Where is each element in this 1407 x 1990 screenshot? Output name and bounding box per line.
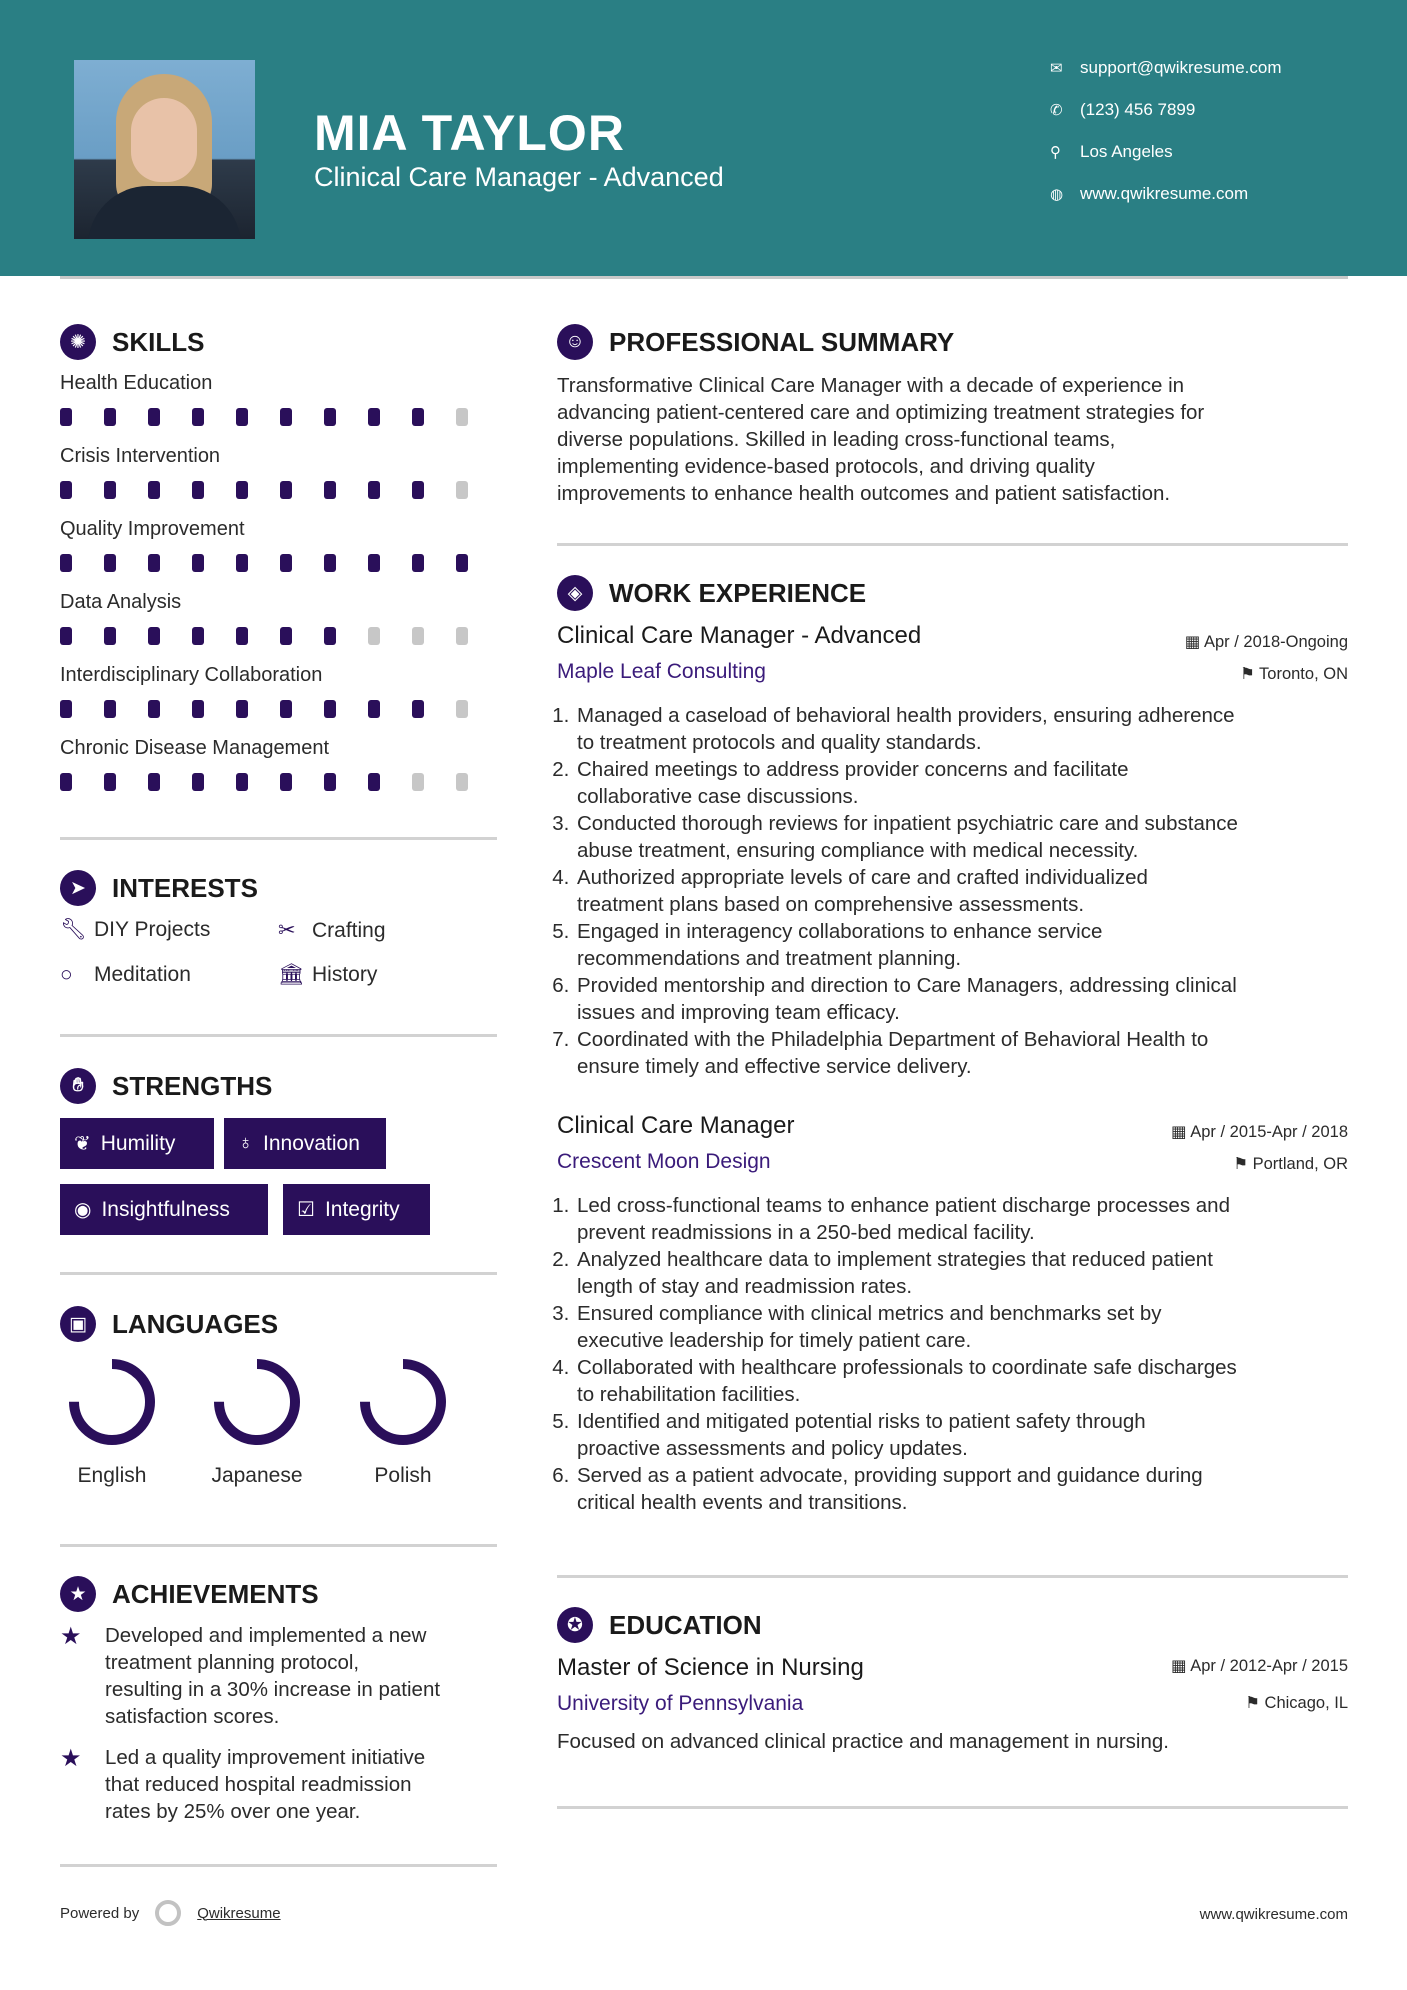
school: University of Pennsylvania [557,1692,804,1715]
rating-dot-filled [324,773,336,791]
leaf-icon: ❦ [74,1133,91,1155]
rating-dot-filled [280,481,292,499]
job-bullets [551,1192,1375,1516]
rating-dot-filled [368,700,380,718]
job-bullet: 1. Led cross-functional teams to enhance patient discharge processes and prevent readmissions in a 250-bed medical facility. [575,1192,1375,1246]
achievements-heading: ★ ACHIEVEMENTS [60,1576,319,1612]
divider [60,1864,497,1867]
briefcase-icon: ◈ [557,575,593,611]
star-icon: ★ [60,1745,82,1772]
rating-dot-filled [60,408,72,426]
rating-dot-filled [324,554,336,572]
rating-dot-filled [412,700,424,718]
rating-dot-filled [192,481,204,499]
rating-dot-filled [148,554,160,572]
rating-dot-filled [280,627,292,645]
brand-link[interactable]: Qwikresume [197,1904,281,1922]
language-level-arc [365,1364,441,1440]
rating-dot-empty [368,627,380,645]
rating-dot-filled [60,700,72,718]
eye-icon: ◉ [74,1199,92,1221]
job-company: Crescent Moon Design [557,1150,771,1173]
skill-item [60,591,500,645]
rating-dot-filled [192,773,204,791]
rating-dot-filled [412,481,424,499]
rating-dot-empty [412,773,424,791]
rating-dot-filled [60,481,72,499]
scissors-icon: ✂ [278,919,296,942]
skill-name: Crisis Intervention [60,445,221,467]
globe-icon: ◍ [1050,186,1064,203]
rating-dot-filled [236,700,248,718]
divider [557,543,1348,546]
degree: Master of Science in Nursing [557,1654,864,1681]
interest-item: ✂ Crafting [278,918,386,942]
skill-item [60,518,500,572]
rating-dot-filled [148,408,160,426]
profile-photo [74,60,255,239]
job-location: ⚑ Toronto, ON [1239,665,1348,683]
divider [60,1272,497,1275]
achievement-item: ★ Led a quality improvement initiative that reduced hospital readmission rates by 25% over one year. [60,1745,426,1823]
footer-website[interactable]: www.qwikresume.com [1199,1906,1348,1923]
rating-dot-filled [104,408,116,426]
rating-dot-empty [456,627,468,645]
rating-dot-filled [192,700,204,718]
resume-header [0,0,1407,276]
skill-item [60,664,500,718]
pin-icon: ⚑ [1233,1155,1253,1173]
rating-dot-filled [324,408,336,426]
language-level-arc [74,1364,150,1440]
languages-heading: ▣ LANGUAGES [60,1306,278,1342]
job-bullet: 5. Engaged in interagency collaborations to enhance service recommendations and treatment planning. [575,918,1375,972]
interest-item: 🔧︎ DIY Projects [60,918,211,941]
pin-icon: ⚑ [1245,1694,1265,1712]
job-bullet: 3. Ensured compliance with clinical metrics and benchmarks set by executive leadership for timely patient care. [575,1300,1375,1354]
contact-phone[interactable]: ✆ (123) 456 7899 [1050,100,1196,119]
strength-chip: ❦ Humility [60,1118,214,1169]
calendar-icon: ▦ [1170,1657,1191,1675]
job-role: Clinical Care Manager - Advanced [557,622,922,649]
rating-dot-empty [412,627,424,645]
language-level-ring [359,1358,447,1446]
rating-dot-filled [280,554,292,572]
job-bullet: 7. Coordinated with the Philadelphia Department of Behavioral Health to ensure timely and effective service delivery. [575,1026,1375,1080]
hand-icon: ✋︎ [60,1068,96,1104]
rating-dot-filled [104,481,116,499]
rating-dot-filled [324,700,336,718]
language-item [52,1358,172,1488]
language-name: Japanese [211,1464,303,1487]
job-bullet: 2. Analyzed healthcare data to implement strategies that reduced patient length of stay and readmission rates. [575,1246,1375,1300]
strength-chip: ♁ Innovation [224,1118,386,1169]
contact-location: ⚲ Los Angeles [1050,142,1173,161]
interest-item: 🏛︎ History [278,963,378,986]
achievement-item: ★ Developed and implemented a new treatment planning protocol, resulting in a 30% increase in patient satisfaction scores. [60,1623,441,1728]
rating-dot-empty [456,408,468,426]
rating-dot-empty [456,481,468,499]
rating-dot-filled [412,554,424,572]
star-icon: ★ [60,1623,82,1650]
divider [60,837,497,840]
rating-dot-filled [368,554,380,572]
experience-heading: ◈ WORK EXPERIENCE [557,575,866,611]
skill-name: Data Analysis [60,591,182,613]
circle-icon: ○ [60,963,73,986]
graduation-icon: ✪ [557,1607,593,1643]
job-bullets [551,702,1375,1080]
divider [60,1034,497,1037]
rating-dot-filled [236,554,248,572]
rating-dot-filled [280,700,292,718]
education-location: ⚑ Chicago, IL [1245,1694,1348,1712]
candidate-title: Clinical Care Manager - Advanced [314,162,724,192]
rating-dot-filled [236,627,248,645]
museum-icon: 🏛︎ [278,963,305,986]
job-bullet: 2. Chaired meetings to address provider concerns and facilitate collaborative case discussions. [575,756,1375,810]
contact-email[interactable]: ✉ support@qwikresume.com [1050,58,1282,77]
rating-dot-filled [324,627,336,645]
summary-text: Transformative Clinical Care Manager with a decade of experience in advancing patient-centered care and optimizing treatment strategies for diverse populations. Skilled in leading cross-functional teams, implementing evidence-based protocols, and driving quality improvements to enhance health outcomes and patient satisfaction. [557,374,1205,505]
pin-icon: ⚑ [1239,665,1260,683]
language-level-arc [219,1364,295,1440]
strength-chip: ☑ Integrity [283,1184,430,1235]
education-heading: ✪ EDUCATION [557,1607,762,1643]
job-date: ▦ Apr / 2015-Apr / 2018 [1170,1123,1348,1141]
job-bullet: 4. Collaborated with healthcare professionals to coordinate safe discharges to rehabilitation facilities. [575,1354,1375,1408]
header-divider [60,276,1348,279]
language-name: Polish [374,1464,432,1487]
rating-dot-filled [456,554,468,572]
rating-dot-filled [104,554,116,572]
skill-rating [60,408,500,426]
language-level-ring [213,1358,301,1446]
paper-plane-icon: ➤ [60,870,96,906]
rating-dot-empty [456,700,468,718]
job-date: ▦ Apr / 2018-Ongoing [1184,633,1348,651]
skill-name: Health Education [60,372,213,394]
skill-item [60,445,500,499]
skill-item [60,372,500,426]
lightbulb-icon: ✺ [60,324,96,360]
rating-dot-filled [60,773,72,791]
language-item [343,1358,463,1488]
rating-dot-filled [148,627,160,645]
education-description: Focused on advanced clinical practice and management in nursing. [557,1730,1169,1753]
skill-item [60,737,500,791]
rating-dot-filled [192,627,204,645]
phone-icon: ✆ [1050,102,1063,119]
rating-dot-filled [148,700,160,718]
summary-heading: ☺ PROFESSIONAL SUMMARY [557,324,954,360]
rating-dot-filled [192,408,204,426]
checkbox-icon: ☑ [297,1199,315,1221]
skill-name: Chronic Disease Management [60,737,330,759]
divider [60,1544,497,1547]
language-name: English [77,1464,147,1487]
calendar-icon: ▦ [1170,1123,1191,1141]
skill-rating [60,627,500,645]
education-date: ▦ Apr / 2012-Apr / 2015 [1170,1657,1348,1675]
rating-dot-filled [192,554,204,572]
user-icon: ☺ [557,324,593,360]
strength-chip: ◉ Insightfulness [60,1184,268,1235]
skills-heading: ✺ SKILLS [60,324,204,360]
language-level-ring [68,1358,156,1446]
rating-dot-filled [236,481,248,499]
candidate-name: MIA TAYLOR [314,105,625,161]
strengths-heading: ✋︎ STRENGTHS [60,1068,272,1104]
rating-dot-filled [104,773,116,791]
rating-dot-filled [148,481,160,499]
calendar-icon: ▦ [1184,633,1204,651]
skill-rating [60,700,500,718]
skill-rating [60,773,500,791]
job-bullet: 5. Identified and mitigated potential risks to patient safety through proactive assessments and policy updates. [575,1408,1375,1462]
contact-website[interactable]: ◍ www.qwikresume.com [1050,184,1249,203]
rating-dot-filled [60,554,72,572]
language-item [197,1358,317,1488]
interest-item: ○ Meditation [60,963,191,986]
interests-heading: ➤ INTERESTS [60,870,258,906]
map-pin-icon: ⚲ [1050,144,1061,161]
rating-dot-filled [148,773,160,791]
rating-dot-empty [456,773,468,791]
skill-rating [60,481,500,499]
rating-dot-filled [280,773,292,791]
rating-dot-filled [60,627,72,645]
skill-name: Quality Improvement [60,518,245,540]
skill-name: Interdisciplinary Collaboration [60,664,323,686]
rating-dot-filled [368,773,380,791]
job-bullet: 1. Managed a caseload of behavioral health providers, ensuring adherence to treatment protocols and quality standards. [575,702,1375,756]
language-card-icon: ▣ [60,1306,96,1342]
job-company: Maple Leaf Consulting [557,660,766,683]
rating-dot-filled [104,627,116,645]
job-role: Clinical Care Manager [557,1112,795,1139]
rating-dot-filled [368,408,380,426]
rating-dot-filled [324,481,336,499]
skill-rating [60,554,500,572]
rating-dot-filled [280,408,292,426]
job-bullet: 3. Conducted thorough reviews for inpatient psychiatric care and substance abuse treatment, ensuring compliance with medical necessity. [575,810,1375,864]
footer-powered-by: Powered by Qwikresume [60,1900,281,1926]
job-location: ⚑ Portland, OR [1233,1155,1348,1173]
star-icon: ★ [60,1576,96,1612]
envelope-icon: ✉ [1050,60,1063,77]
lightbulb-icon: ♁ [238,1132,253,1154]
wrench-icon: 🔧︎ [60,918,87,941]
rating-dot-filled [368,481,380,499]
rating-dot-filled [236,408,248,426]
divider [557,1575,1348,1578]
rating-dot-filled [412,408,424,426]
job-bullet: 6. Provided mentorship and direction to Care Managers, addressing clinical issues and improving team efficacy. [575,972,1375,1026]
rating-dot-filled [236,773,248,791]
divider [557,1806,1348,1809]
qwikresume-logo-icon [155,1900,181,1926]
rating-dot-filled [104,700,116,718]
job-bullet: 4. Authorized appropriate levels of care and crafted individualized treatment plans based on comprehensive assessments. [575,864,1375,918]
job-bullet: 6. Served as a patient advocate, providing support and guidance during critical health events and transitions. [575,1462,1375,1516]
